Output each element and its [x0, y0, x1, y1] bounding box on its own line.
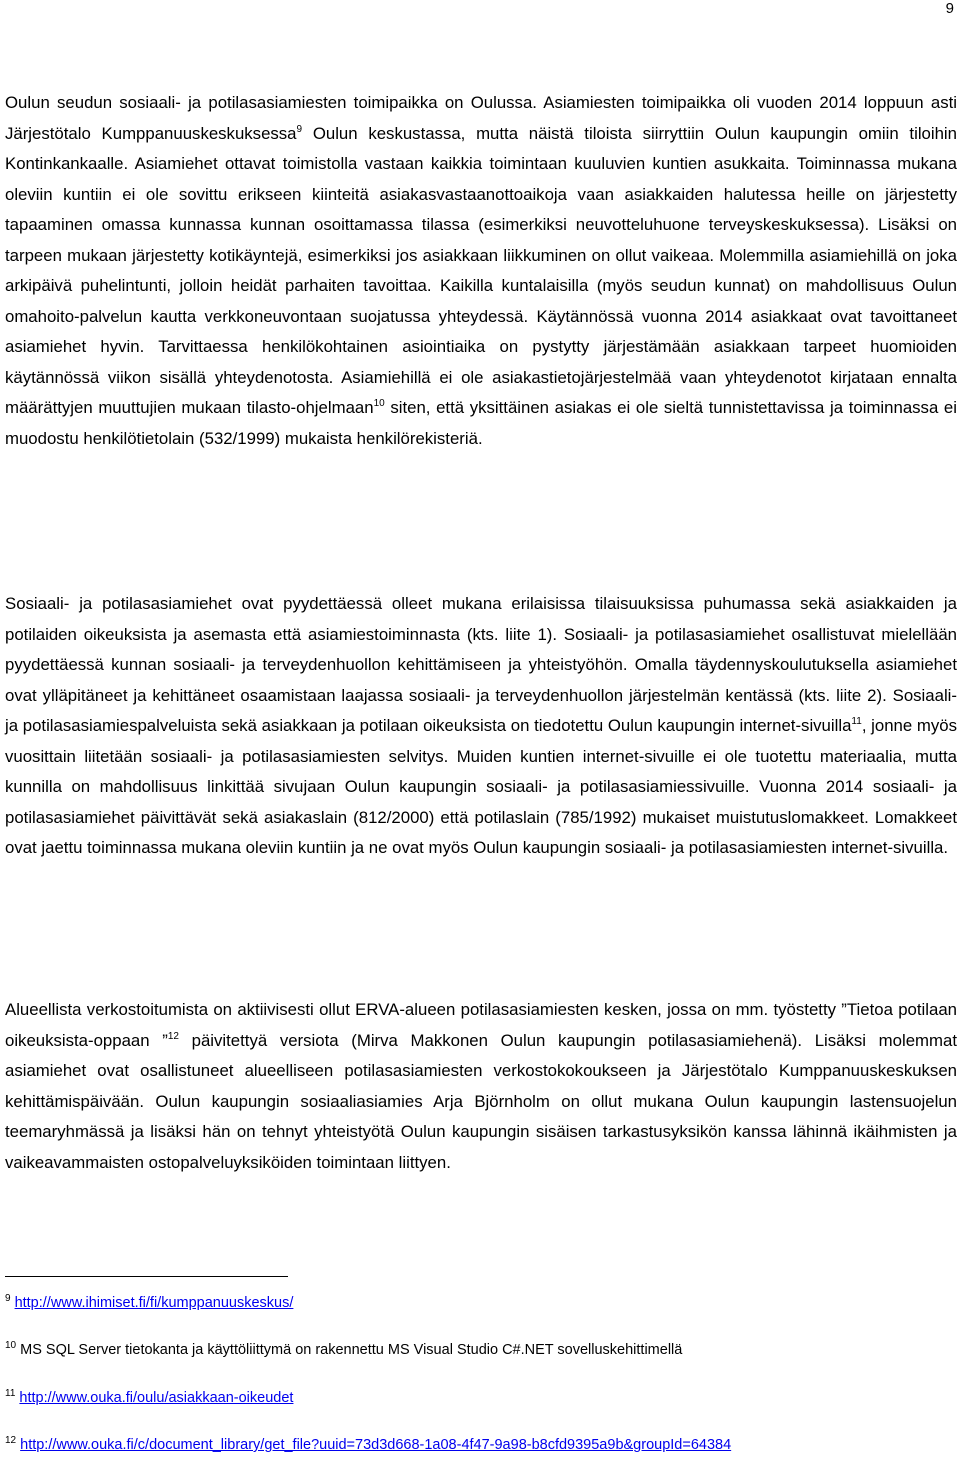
paragraph-office-location	[5, 88, 957, 454]
footnote-number: 10	[5, 1340, 17, 1351]
footnote-ref-11: 11	[851, 716, 862, 727]
footnote-separator	[5, 1276, 288, 1277]
paragraph-information-activities	[5, 589, 957, 864]
footnote-text: MS SQL Server tietokanta ja käyttöliittymä on rakennettu MS Visual Studio C#.NET sovelluskehittimellä	[20, 1342, 683, 1358]
paragraph-regional-networking	[5, 995, 957, 1178]
footnote-11	[5, 1389, 293, 1407]
paragraph-text: Oulun keskustassa, mutta näistä tiloista siirryttiin Oulun kaupungin omiin tiloihin Kontinkankaalle. Asiamiehet ottavat toimistolla vastaan kaikkia toimintaan kuuluvien kuntien asukkaita. Toiminnassa mukana oleviin kuntiin ei ole sovittu erikseen kiinteitä asiakasvastaanottoaikoja vaan asiakkaiden halutessa heille on järjestetty tapaaminen omassa kunnassa kunnan osoittamassa tilassa (esimerkiksi neuvotteluhuone terveyskeskuksessa). Lisäksi on tarpeen mukaan järjestetty kotikäyntejä, esimerkiksi jos asiakkaan liikkuminen on ollut vaikeaa. Molemmilla asiamiehillä on joka arkipäivä puhelintunti, jolloin heidät parhaiten tavoittaa. Kaikilla kuntalaisilla (myös seudun kunnat) on mahdollisuus Oulun omahoito-palvelun kautta verkkoneuvontaan suojatussa yhteydessä. Käytännössä vuonna 2014 asiakkaat ovat tavoittaneet asiamiehet hyvin. Tarvittaessa henkilökohtainen asiointiaika on pystytty järjestämään asiakkaan tarpeet huomioiden käytännössä viikon sisällä yhteydenotosta. Asiamiehillä ei ole asiakastietojärjestelmää vaan yhteydenotot kirjataan ennalta määrättyjen muuttujien mukaan tilasto-ohjelmaan	[5, 123, 957, 417]
footnote-number: 9	[5, 1293, 11, 1304]
footnote-12	[5, 1436, 731, 1454]
paragraph-text: Sosiaali- ja potilasasiamiehet ovat pyydettäessä olleet mukana erilaisissa tilaisuuksissa puhumassa sekä asiakkaiden ja potilaiden oikeuksista ja asemasta että asiamiestoiminnasta (kts. liite 1). Sosiaali- ja potilasasiamiehet osallistuvat mielellään pyydettäessä kunnan sosiaali- ja terveydenhuollon kehittämiseen ja yhteistyöhön. Omalla täydennyskoulutuksella asiamiehet ovat ylläpitäneet ja kehittäneet osaamistaan laajassa sosiaali- ja terveydenhuollon järjestelmän kentässä (kts. liite 2). Sosiaali- ja potilasasiamiespalveluista sekä asiakkaan ja potilaan oikeuksista on tiedotettu Oulun kaupungin internet-sivuilla	[5, 594, 957, 735]
footnote-link[interactable]: http://www.ouka.fi/c/document_library/get_file?uuid=73d3d668-1a08-4f47-9a98-b8cfd9395a9b&groupId=64384	[20, 1437, 732, 1453]
footnote-number: 12	[5, 1435, 17, 1446]
footnote-9	[5, 1294, 293, 1312]
footnote-link[interactable]: http://www.ouka.fi/oulu/asiakkaan-oikeudet	[19, 1390, 294, 1406]
footnote-ref-10: 10	[373, 398, 385, 409]
footnote-number: 11	[5, 1388, 16, 1399]
footnote-10	[5, 1341, 682, 1359]
paragraph-text: , jonne myös vuosittain liitetään sosiaali- ja potilasasiamiesten selvitys. Muiden kuntien internet-sivuille ei ole tuotettu materiaalia, mutta kunnilla on mahdollisuus linkittää sivujaan Oulun kaupungin sosiaali- ja potilasasiamiessivuille. Vuonna 2014 sosiaali- ja potilasasiamiehet päivittävät sekä asiakaslain (812/2000) että potilaslain (785/1992) mukaiset muistutuslomakkeet. Lomakkeet ovat jaettu toiminnassa mukana oleviin kuntiin ja ne ovat myös Oulun kaupungin sosiaali- ja potilasasiamiesten internet-sivuilla.	[5, 716, 958, 857]
paragraph-text: Alueellista verkostoitumista on aktiivisesti ollut ERVA-alueen potilasasiamiesten kesken, jossa on mm. työstetty ”Tietoa potilaan oikeuksista-oppaan ”	[5, 1000, 957, 1050]
paragraph-text: päivitettyä versiota (Mirva Makkonen Oulun kaupungin potilasasiamiehenä). Lisäksi molemmat asiamiehet ovat osallistuneet alueelliseen potilasasiamiesten verkostokokoukseen ja Järjestötalo Kumppanuuskeskuksen kehittämispäivään. Oulun kaupungin sosiaaliasiamies Arja Björnholm on ollut mukana Oulun kaupungin lastensuojelun teemaryhmässä ja lisäksi hän on tehnyt yhteistyötä Oulun kaupungin sisäisen tarkastusyksikön kanssa lähinnä ikäihmisten ja vaikeavammaisten ostopalveluyksiköiden toimintaan liittyen.	[5, 1030, 957, 1172]
footnote-ref-9: 9	[296, 123, 303, 135]
page-number: 9	[945, 0, 954, 17]
footnote-ref-12: 12	[167, 1030, 179, 1042]
paragraph-text: siten, että yksittäinen asiakas ei ole sieltä tunnistettavissa ja toiminnassa ei muodostu henkilötietolain (532/1999) mukaista henkilörekisteriä.	[5, 398, 957, 448]
paragraph-text: Oulun seudun sosiaali- ja potilasasiamiesten toimipaikka on Oulussa. Asiamiesten toimipaikka oli vuoden 2014 loppuun asti Järjestötalo Kumppanuuskeskuksessa	[5, 93, 957, 143]
footnote-link[interactable]: http://www.ihimiset.fi/fi/kumppanuuskeskus/	[14, 1295, 294, 1311]
